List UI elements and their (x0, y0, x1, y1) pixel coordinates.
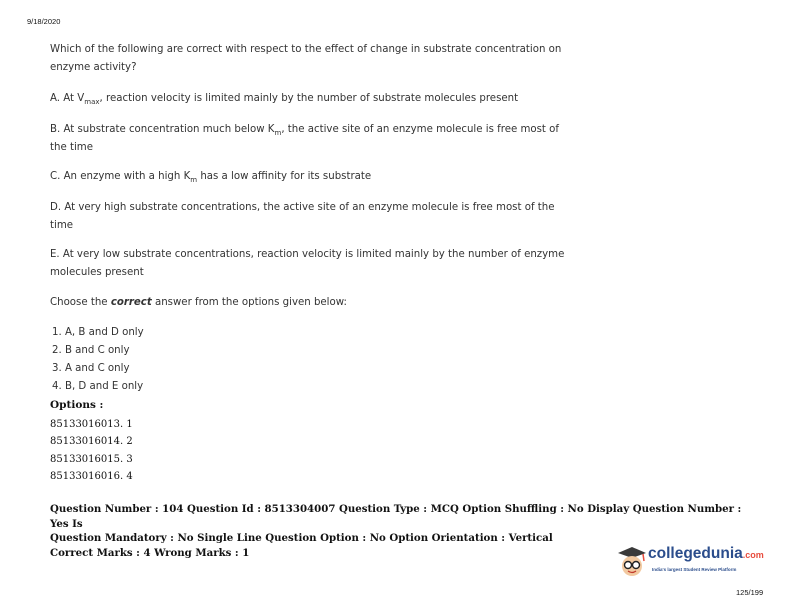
page-number: 125/199 (736, 588, 764, 597)
statement-e: E. At very low substrate concentrations, reaction velocity is limited mainly by the number of enzyme molecules present (50, 249, 565, 278)
metadata-line: Correct Marks : 4 Wrong Marks : 1 (50, 546, 250, 559)
statement-b: B. At substrate concentration much below $K_m$, the active site of an enzyme molecule is free most of the time (50, 124, 559, 153)
print-date: 9/18/2020 (27, 17, 61, 26)
answer-choices (52, 324, 144, 396)
choice-item: 4. B, D and E only (52, 381, 144, 392)
choice-item: 2. B and C only (52, 345, 130, 356)
choose-instruction: Choose the correct answer from the options given below: (50, 297, 347, 308)
mascot-logo-icon (617, 546, 647, 578)
option-item: 85133016016. 4 (50, 470, 133, 482)
metadata-line: Question Number : 104 Question Id : 8513304007 Question Type : MCQ Option Shuffling : No Display Question Number : Yes Is (50, 503, 742, 530)
metadata-line: Question Mandatory : No Single Line Question Option : No Option Orientation : Vertical (50, 532, 553, 544)
question-stem: Which of the following are correct with respect to the effect of change in substrate concentration on enzyme activity? (50, 44, 562, 73)
statement-d: D. At very high substrate concentrations, the active site of an enzyme molecule is free most of the time (50, 202, 555, 231)
options-heading: Options : (50, 399, 104, 411)
options-list (50, 416, 133, 485)
option-item: 85133016015. 3 (50, 453, 133, 465)
brand-tagline: India's largest Student Review Platform (652, 567, 737, 572)
option-item: 85133016013. 1 (50, 419, 133, 430)
choice-item: 1. A, B and D only (52, 327, 144, 338)
option-item: 85133016014. 2 (50, 436, 133, 448)
choice-item: 3. A and C only (52, 363, 130, 374)
brand-name: collegedunia.com (648, 545, 764, 562)
statement-c: C. An enzyme with a high $K_m$ has a low affinity for its substrate (50, 171, 372, 185)
statement-a: A. At $V_{max}$, reaction velocity is limited mainly by the number of substrate molecules present (50, 93, 519, 107)
